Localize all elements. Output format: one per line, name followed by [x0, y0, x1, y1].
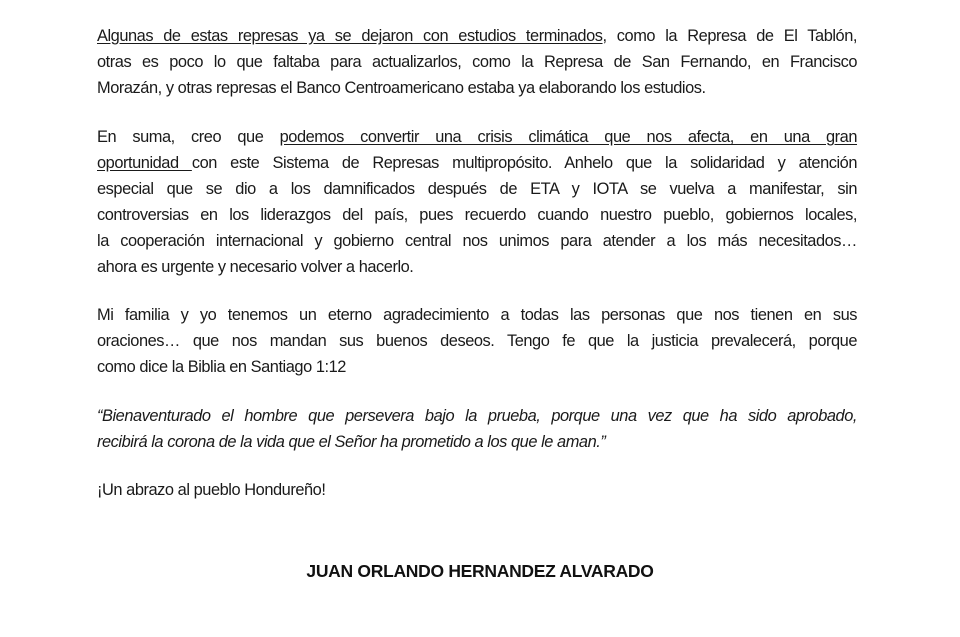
text-line: ahora es urgente y necesario volver a hacerlo.	[97, 258, 414, 276]
text-line: Algunas de estas represas ya se dejaron con estudios terminados, como la Represa de El Tablón,	[97, 27, 857, 45]
text-line: Morazán, y otras represas el Banco Centroamericano estaba ya elaborando los estudios.	[97, 79, 706, 97]
text-line: recibirá la corona de la vida que el Señor ha prometido a los que le aman.”	[97, 433, 606, 451]
text-line: oraciones… que nos mandan sus buenos deseos. Tengo fe que la justicia prevalecerá, porque	[97, 332, 857, 350]
text-line: “Bienaventurado el hombre que persevera bajo la prueba, porque una vez que ha sido aprobado,	[97, 407, 857, 425]
underlined-text: Algunas de estas represas ya se dejaron con estudios terminados	[97, 27, 603, 45]
text-line: controversias en los liderazgos del país, pues recuerdo cuando nuestro pueblo, gobiernos locales,	[97, 206, 857, 224]
signature-name: JUAN ORLANDO HERNANDEZ ALVARADO	[306, 561, 654, 581]
text-line: como dice la Biblia en Santiago 1:12	[97, 358, 346, 376]
paragraph-agradecimiento	[97, 302, 857, 380]
text-line: Mi familia y yo tenemos un eterno agradecimiento a todas las personas que nos tienen en sus	[97, 306, 857, 324]
underlined-text: oportunidad	[97, 154, 192, 172]
text-line: la cooperación internacional y gobierno central nos unimos para atender a los más necesitados…	[97, 232, 857, 250]
closing-greeting	[97, 477, 857, 503]
paragraph-crisis-climatica	[97, 124, 857, 280]
underlined-text: podemos convertir una crisis climática que nos afecta, en una gran	[279, 128, 858, 146]
bible-quote	[97, 403, 857, 455]
text-line: En suma, creo que podemos convertir una crisis climática que nos afecta, en una gran	[97, 128, 858, 146]
text-line: ¡Un abrazo al pueblo Hondureño!	[97, 481, 326, 499]
text-line: oportunidad con este Sistema de Represas multipropósito. Anhelo que la solidaridad y atención	[97, 154, 858, 172]
paragraph-represas	[97, 23, 857, 101]
text-line: otras es poco lo que faltaba para actualizarlos, como la Represa de San Fernando, en Francisco	[97, 53, 857, 71]
text-line: especial que se dio a los damnificados después de ETA y IOTA se vuelva a manifestar, sin	[97, 180, 857, 198]
